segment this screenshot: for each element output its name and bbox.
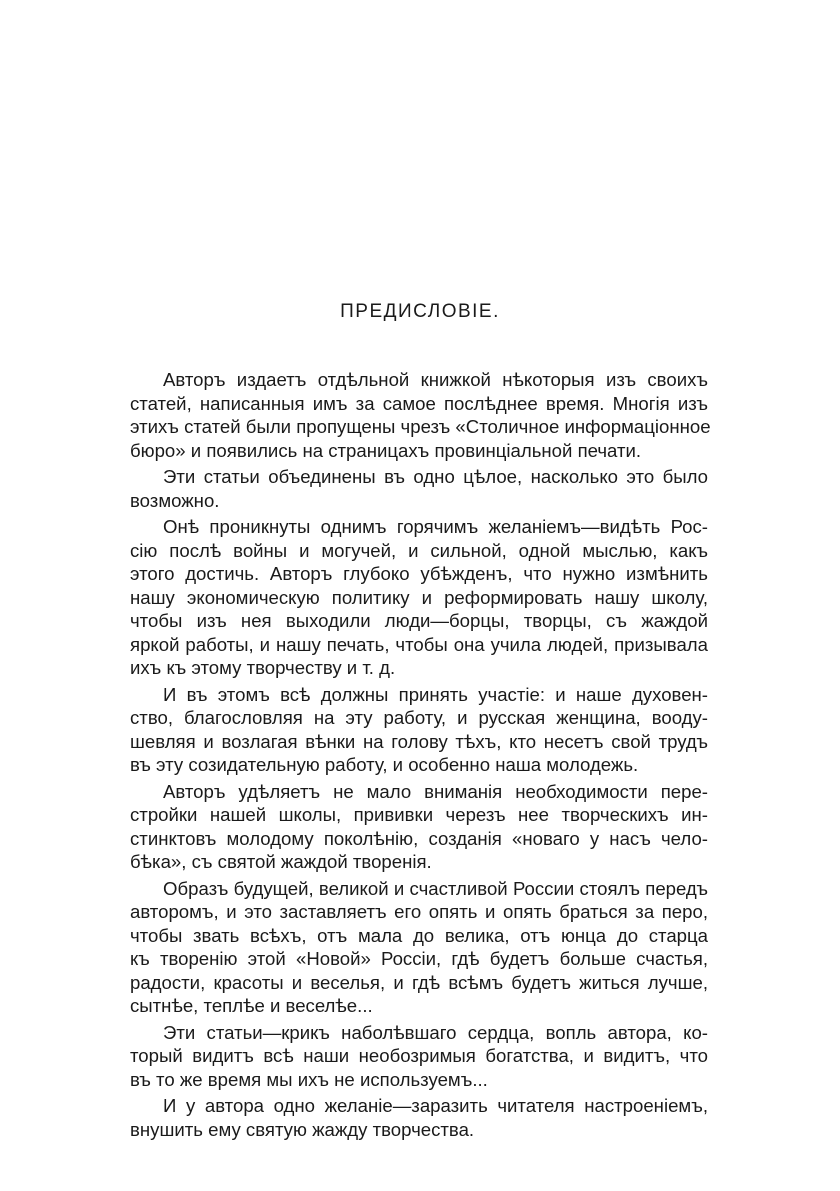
paragraph [130, 465, 708, 512]
text-line: бюро» и появились на страницахъ провинціальной печати. [130, 439, 642, 461]
text-line: радости, красоты и веселья, и гдѣ всѣмъ будетъ житься лучше, [130, 971, 708, 993]
paragraph [130, 515, 708, 680]
text-line: яркой работы, и нашу печать, чтобы она учила людей, призывала [130, 633, 708, 655]
text-line: чтобы звать всѣхъ, отъ мала до велика, отъ юнца до старца [130, 924, 708, 946]
page-title: ПРЕДИСЛОВІЕ. [340, 301, 500, 322]
text-line: этихъ статей были пропущены чрезъ «Столичное информаціонное [130, 416, 711, 437]
text-line: въ то же время мы ихъ не используемъ... [130, 1068, 488, 1090]
text-line: статей, написанныя имъ за самое послѣднее время. Многія изъ [130, 392, 708, 414]
text-line: въ эту созидательную работу, и особенно наша молодежь. [130, 754, 639, 775]
text-line: бѣка», съ святой жаждой творенія. [130, 851, 432, 872]
text-line: нашу экономическую политику и реформировать нашу школу, [130, 586, 708, 608]
text-line: торый видитъ всѣ наши необозримыя богатства, и видитъ, что [130, 1045, 708, 1066]
text-line: Авторъ издаетъ отдѣльной книжкой нѣкоторыя изъ своихъ [163, 369, 708, 390]
text-line: къ творенію этой «Новой» Россіи, гдѣ будетъ больше счастья, [130, 948, 708, 969]
text-line: И въ этомъ всѣ должны принять участіе: и наше духовен- [163, 683, 708, 705]
text-line: Эти статьи объединены въ одно цѣлое, насколько это было [163, 466, 708, 487]
text-line: сытнѣе, теплѣе и веселѣе... [130, 995, 373, 1016]
text-line: Эти статьи—крикъ наболѣвшаго сердца, вопль автора, ко- [163, 1021, 708, 1043]
text-line: сію послѣ войны и могучей, и сильной, одной мыслью, какъ [130, 539, 708, 561]
text-line: ихъ къ этому творчеству и т. д. [130, 657, 396, 678]
text-line: Онѣ проникнуты однимъ горячимъ желаніемъ—видѣть Рос- [163, 516, 708, 537]
text-line: И у автора одно желаніе—заразить читателя настроеніемъ, [163, 1095, 708, 1116]
text-line: шевляя и возлагая вѣнки на голову тѣхъ, кто несетъ свой трудъ [130, 730, 708, 752]
text-line: стинктовъ молодому поколѣнію, созданія «новаго у насъ чело- [130, 827, 708, 849]
text-line: Образъ будущей, великой и счастливой России стоялъ передъ [163, 877, 708, 899]
paragraph [130, 780, 708, 874]
paragraph [130, 683, 708, 777]
preface-body [130, 368, 711, 1144]
paragraph [130, 1021, 708, 1092]
text-line: внушить ему святую жажду творчества. [130, 1118, 475, 1140]
text-line: авторомъ, и это заставляетъ его опять и опять браться за перо, [130, 901, 708, 922]
text-line: чтобы изъ нея выходили люди—борцы, творцы, съ жаждой [130, 610, 708, 631]
paragraph [130, 368, 711, 462]
text-line: ство, благословляя на эту работу, и русская женщина, вооду- [130, 707, 708, 728]
text-line: Авторъ удѣляетъ не мало вниманія необходимости пере- [163, 780, 708, 802]
text-line: этого достичь. Авторъ глубоко убѣжденъ, что нужно измѣнить [130, 563, 708, 584]
paragraph [130, 877, 708, 1018]
text-line: возможно. [130, 489, 220, 511]
text-line: стройки нашей школы, прививки черезъ нее творческихъ ин- [130, 804, 708, 825]
paragraph [130, 1094, 708, 1141]
